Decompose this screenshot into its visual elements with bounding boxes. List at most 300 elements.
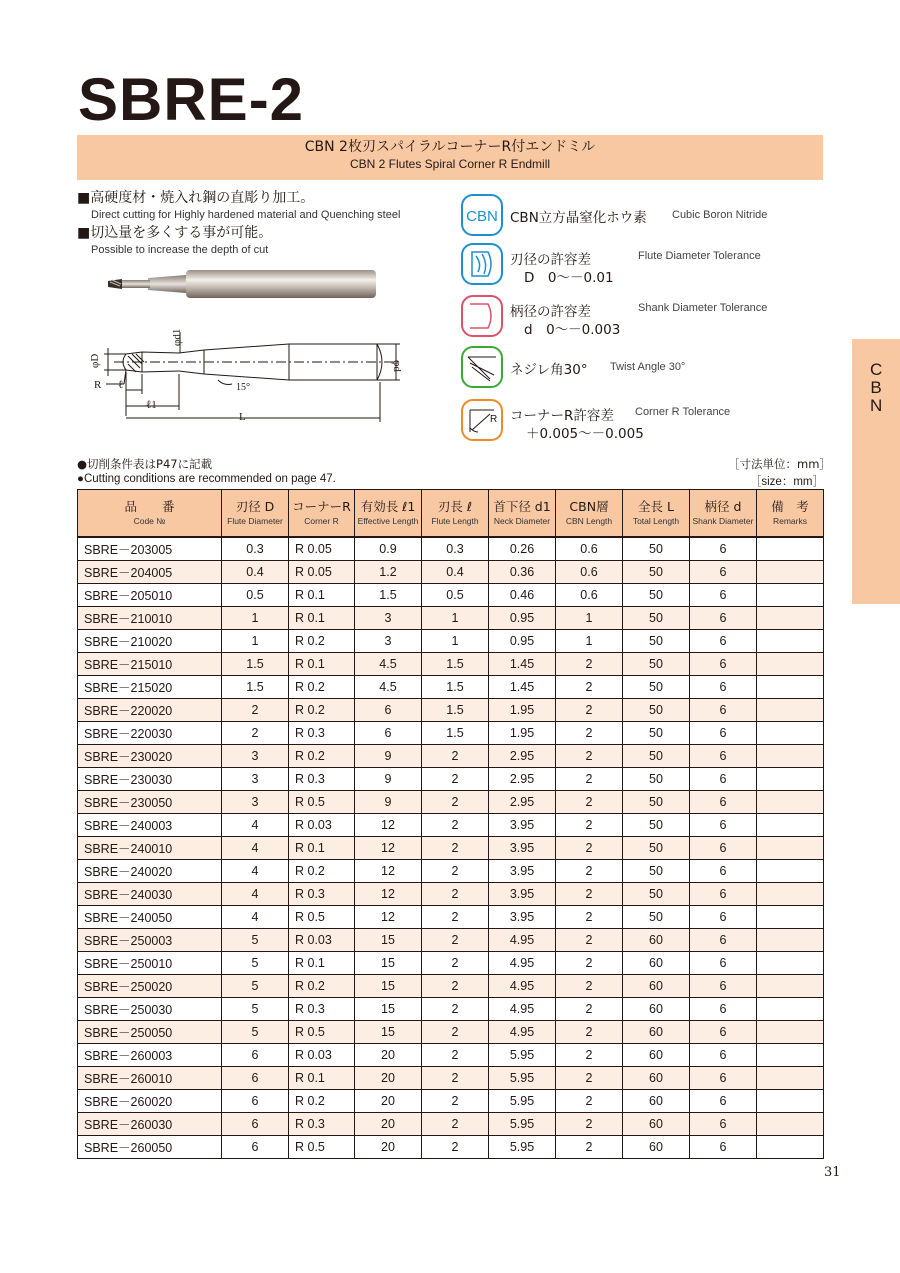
table-cell: 2: [556, 676, 623, 699]
table-cell: 5: [222, 975, 289, 998]
code-cell: SBRE－250030: [78, 998, 222, 1021]
column-header-9: [757, 490, 824, 538]
table-cell: 0.36: [489, 561, 556, 584]
feature-2-en: Possible to increase the depth of cut: [91, 244, 269, 256]
table-row: [78, 791, 824, 814]
table-cell: 2: [422, 1136, 489, 1159]
table-cell: 60: [623, 1067, 690, 1090]
table-cell: 0.3: [422, 537, 489, 561]
column-header-jp: 柄径 d: [704, 499, 742, 514]
table-cell: [757, 653, 824, 676]
feature-2-jp: ■切込量を多くする事が可能。: [77, 225, 273, 241]
table-cell: 15: [355, 975, 422, 998]
table-header-row: [78, 490, 824, 538]
table-cell: 6: [690, 676, 757, 699]
feature-1-en: Direct cutting for Highly hardened material and Quenching steel: [91, 209, 401, 221]
note-conditions-en: ●Cutting conditions are recommended on page 47.: [77, 473, 336, 485]
table-cell: [757, 1090, 824, 1113]
table-cell: 2: [422, 1021, 489, 1044]
table-cell: R 0.3: [289, 768, 355, 791]
table-cell: 0.46: [489, 584, 556, 607]
table-cell: 60: [623, 1021, 690, 1044]
table-cell: 50: [623, 814, 690, 837]
code-cell: SBRE－215010: [78, 653, 222, 676]
table-row: [78, 537, 824, 561]
code-cell: SBRE－260050: [78, 1136, 222, 1159]
table-cell: R 0.03: [289, 929, 355, 952]
table-cell: [757, 607, 824, 630]
column-header-jp: 品 番: [124, 499, 175, 514]
label-phi-D: φD: [89, 353, 101, 368]
table-cell: 1: [222, 607, 289, 630]
table-cell: 2: [422, 837, 489, 860]
table-cell: 4.5: [355, 676, 422, 699]
table-cell: 2: [422, 998, 489, 1021]
table-cell: 6: [690, 537, 757, 561]
table-row: [78, 929, 824, 952]
table-cell: 3: [222, 791, 289, 814]
table-cell: 1.5: [422, 653, 489, 676]
table-row: [78, 1090, 824, 1113]
table-cell: [757, 975, 824, 998]
code-cell: SBRE－260020: [78, 1090, 222, 1113]
table-cell: 4.95: [489, 998, 556, 1021]
table-cell: R 0.3: [289, 883, 355, 906]
table-cell: 1.5: [422, 676, 489, 699]
code-cell: SBRE－220020: [78, 699, 222, 722]
table-cell: [757, 814, 824, 837]
table-cell: 2: [556, 906, 623, 929]
legend-flute-value: D 0〜－0.01: [524, 270, 614, 286]
twist-angle-icon: [460, 345, 504, 389]
table-cell: 3: [355, 607, 422, 630]
table-cell: 6: [690, 630, 757, 653]
shank-diameter-icon: [460, 294, 504, 338]
table-cell: 2: [422, 1090, 489, 1113]
table-cell: 5: [222, 929, 289, 952]
table-row: [78, 837, 824, 860]
table-cell: R 0.03: [289, 814, 355, 837]
table-cell: 2: [556, 768, 623, 791]
table-cell: 1: [222, 630, 289, 653]
column-header-en: CBN Length: [565, 516, 613, 526]
table-cell: 1.5: [355, 584, 422, 607]
legend-corner-value: ＋0.005〜－0.005: [526, 426, 644, 442]
table-row: [78, 768, 824, 791]
table-cell: 2: [422, 952, 489, 975]
table-cell: 4.95: [489, 1021, 556, 1044]
table-cell: 2: [556, 1090, 623, 1113]
table-cell: [757, 998, 824, 1021]
table-cell: 2: [556, 929, 623, 952]
table-cell: 2: [556, 745, 623, 768]
table-cell: [757, 929, 824, 952]
code-cell: SBRE－230030: [78, 768, 222, 791]
table-cell: 1.2: [355, 561, 422, 584]
table-cell: 50: [623, 722, 690, 745]
table-cell: 4: [222, 837, 289, 860]
table-cell: 6: [690, 584, 757, 607]
table-cell: 20: [355, 1090, 422, 1113]
table-cell: [757, 676, 824, 699]
table-cell: 1.45: [489, 676, 556, 699]
technical-drawing: [84, 318, 424, 430]
table-row: [78, 998, 824, 1021]
table-cell: [757, 1067, 824, 1090]
table-cell: R 0.1: [289, 584, 355, 607]
column-header-jp: 刃長 ℓ: [437, 499, 473, 514]
neck-shape: [120, 280, 150, 288]
table-cell: 2: [556, 883, 623, 906]
table-cell: 4: [222, 883, 289, 906]
table-row: [78, 1136, 824, 1159]
table-cell: 1.5: [222, 653, 289, 676]
table-cell: 60: [623, 929, 690, 952]
table-row: [78, 722, 824, 745]
table-cell: R 0.1: [289, 837, 355, 860]
table-cell: 6: [222, 1090, 289, 1113]
table-cell: 0.6: [556, 561, 623, 584]
table-cell: 2.95: [489, 791, 556, 814]
flute-diameter-icon: [460, 242, 504, 286]
table-row: [78, 630, 824, 653]
table-cell: 6: [690, 952, 757, 975]
table-cell: 6: [690, 906, 757, 929]
legend-shank-jp: 柄径の許容差: [510, 304, 591, 320]
table-cell: 20: [355, 1067, 422, 1090]
code-cell: SBRE－260010: [78, 1067, 222, 1090]
table-cell: 0.4: [222, 561, 289, 584]
code-cell: SBRE－250020: [78, 975, 222, 998]
legend-flute-jp: 刃径の許容差: [510, 252, 591, 268]
table-cell: R 0.2: [289, 975, 355, 998]
table-cell: 1: [422, 607, 489, 630]
table-cell: 50: [623, 768, 690, 791]
column-header-en: Neck Diameter: [493, 516, 551, 526]
feature-1-jp: ■高硬度材・焼入れ鋼の直彫り加工。: [77, 190, 315, 206]
table-cell: 50: [623, 584, 690, 607]
table-cell: [757, 1044, 824, 1067]
column-header-jp: コーナーR: [292, 499, 351, 514]
legend-shank-en: Shank Diameter Tolerance: [638, 302, 768, 314]
label-ell1: ℓ1: [146, 399, 157, 411]
label-L: L: [239, 411, 246, 423]
table-cell: 50: [623, 630, 690, 653]
table-cell: 12: [355, 860, 422, 883]
code-cell: SBRE－240020: [78, 860, 222, 883]
table-cell: 50: [623, 676, 690, 699]
table-cell: 6: [690, 1136, 757, 1159]
table-cell: 2.95: [489, 768, 556, 791]
column-header-en: Code №: [133, 516, 166, 526]
table-cell: 15: [355, 952, 422, 975]
table-cell: 6: [690, 929, 757, 952]
table-cell: 2: [556, 860, 623, 883]
table-cell: 50: [623, 791, 690, 814]
column-header-7: [623, 490, 690, 538]
table-cell: [757, 837, 824, 860]
column-header-jp: 首下径 d1: [493, 499, 551, 514]
code-cell: SBRE－260030: [78, 1113, 222, 1136]
table-cell: 0.6: [556, 584, 623, 607]
table-cell: 12: [355, 883, 422, 906]
table-row: [78, 653, 824, 676]
table-cell: 1.45: [489, 653, 556, 676]
table-cell: 50: [623, 883, 690, 906]
column-header-en: Effective Length: [357, 516, 419, 526]
table-cell: 2: [422, 906, 489, 929]
table-cell: [757, 906, 824, 929]
table-cell: 50: [623, 745, 690, 768]
table-cell: 2: [556, 1044, 623, 1067]
label-R: R: [94, 379, 102, 391]
table-cell: R 0.1: [289, 1067, 355, 1090]
legend-flute-tolerance: [460, 242, 800, 288]
column-header-2: [289, 490, 355, 538]
table-cell: 2: [422, 745, 489, 768]
label-angle: 15°: [236, 382, 250, 393]
table-cell: R 0.05: [289, 561, 355, 584]
table-cell: 3: [222, 768, 289, 791]
table-cell: 15: [355, 998, 422, 1021]
table-cell: 4: [222, 906, 289, 929]
table-cell: 0.5: [222, 584, 289, 607]
table-cell: R 0.2: [289, 1090, 355, 1113]
unit-label-jp: ［寸法単位：mm］: [728, 457, 831, 471]
table-cell: 2: [422, 814, 489, 837]
table-cell: 6: [355, 699, 422, 722]
table-cell: [757, 1113, 824, 1136]
table-cell: [757, 630, 824, 653]
table-cell: [757, 584, 824, 607]
table-cell: 50: [623, 837, 690, 860]
table-cell: 0.6: [556, 537, 623, 561]
code-cell: SBRE－210020: [78, 630, 222, 653]
table-row: [78, 952, 824, 975]
legend-corner-r-tolerance: [460, 398, 800, 444]
table-cell: 4.95: [489, 929, 556, 952]
table-cell: 50: [623, 906, 690, 929]
table-cell: 2: [422, 1067, 489, 1090]
table-cell: 5: [222, 952, 289, 975]
table-cell: 20: [355, 1044, 422, 1067]
column-header-en: Flute Diameter: [227, 516, 283, 526]
table-cell: 0.5: [422, 584, 489, 607]
table-cell: 50: [623, 699, 690, 722]
table-cell: 50: [623, 653, 690, 676]
table-cell: 5: [222, 1021, 289, 1044]
column-header-3: [355, 490, 422, 538]
feature-list: [77, 189, 400, 257]
table-cell: 2: [556, 1067, 623, 1090]
code-cell: SBRE－240010: [78, 837, 222, 860]
table-cell: R 0.5: [289, 791, 355, 814]
table-cell: 9: [355, 791, 422, 814]
table-row: [78, 1021, 824, 1044]
table-cell: 5.95: [489, 1044, 556, 1067]
table-row: [78, 584, 824, 607]
table-cell: 6: [690, 860, 757, 883]
table-cell: 50: [623, 561, 690, 584]
table-cell: 6: [690, 561, 757, 584]
table-cell: R 0.1: [289, 607, 355, 630]
table-cell: 5.95: [489, 1136, 556, 1159]
table-cell: 6: [690, 1021, 757, 1044]
table-cell: 50: [623, 607, 690, 630]
column-header-4: [422, 490, 489, 538]
table-cell: 2: [556, 791, 623, 814]
table-cell: 2: [222, 722, 289, 745]
table-cell: 6: [355, 722, 422, 745]
table-cell: 12: [355, 906, 422, 929]
table-cell: 6: [690, 883, 757, 906]
table-cell: 12: [355, 837, 422, 860]
table-cell: 3: [222, 745, 289, 768]
table-cell: 6: [690, 1090, 757, 1113]
side-tab-cbn: [852, 339, 900, 604]
table-row: [78, 607, 824, 630]
table-cell: 3.95: [489, 860, 556, 883]
table-cell: 5: [222, 998, 289, 1021]
table-cell: 6: [222, 1044, 289, 1067]
table-cell: 1: [556, 607, 623, 630]
table-cell: 60: [623, 975, 690, 998]
table-cell: 3.95: [489, 814, 556, 837]
table-row: [78, 676, 824, 699]
code-cell: SBRE－210010: [78, 607, 222, 630]
table-cell: 6: [690, 653, 757, 676]
table-cell: 6: [690, 975, 757, 998]
table-cell: 5.95: [489, 1113, 556, 1136]
table-cell: 2: [422, 1113, 489, 1136]
table-cell: [757, 952, 824, 975]
table-cell: 0.95: [489, 630, 556, 653]
table-cell: 60: [623, 952, 690, 975]
table-cell: 6: [690, 814, 757, 837]
column-header-jp: 刃径 D: [235, 499, 275, 514]
table-cell: 60: [623, 1044, 690, 1067]
table-cell: 4: [222, 814, 289, 837]
table-cell: R 0.3: [289, 722, 355, 745]
table-cell: 1.95: [489, 722, 556, 745]
table-row: [78, 906, 824, 929]
table-cell: 4.95: [489, 952, 556, 975]
table-cell: R 0.5: [289, 906, 355, 929]
table-cell: 6: [690, 1113, 757, 1136]
corner-r-icon: [460, 398, 504, 442]
table-cell: 2: [422, 768, 489, 791]
table-cell: R 0.2: [289, 860, 355, 883]
table-cell: 60: [623, 1136, 690, 1159]
table-cell: 2: [556, 1136, 623, 1159]
table-cell: R 0.2: [289, 630, 355, 653]
page-title: SBRE-2: [78, 66, 305, 133]
code-cell: SBRE－250010: [78, 952, 222, 975]
dim-angle-arc: [218, 380, 232, 385]
table-cell: 60: [623, 1090, 690, 1113]
legend-twist-en: Twist Angle 30°: [610, 361, 686, 373]
column-header-en: Flute Length: [431, 516, 479, 526]
table-cell: [757, 860, 824, 883]
legend-cbn: [460, 193, 800, 239]
table-cell: 5.95: [489, 1090, 556, 1113]
table-cell: [757, 1021, 824, 1044]
table-cell: 6: [690, 1067, 757, 1090]
table-cell: 3.95: [489, 906, 556, 929]
code-cell: SBRE－240050: [78, 906, 222, 929]
legend-cbn-jp: CBN立方晶窒化ホウ素: [510, 210, 647, 226]
code-cell: SBRE－204005: [78, 561, 222, 584]
code-cell: SBRE－203005: [78, 537, 222, 561]
code-cell: SBRE－205010: [78, 584, 222, 607]
shank-shape: [186, 270, 376, 298]
code-cell: SBRE－220030: [78, 722, 222, 745]
table-cell: 2: [422, 975, 489, 998]
table-cell: R 0.1: [289, 653, 355, 676]
table-cell: 20: [355, 1136, 422, 1159]
table-cell: 5.95: [489, 1067, 556, 1090]
legend-shank-tolerance: [460, 294, 800, 340]
code-cell: SBRE－230020: [78, 745, 222, 768]
table-cell: 6: [690, 745, 757, 768]
code-cell: SBRE－240030: [78, 883, 222, 906]
table-cell: 2: [556, 837, 623, 860]
column-header-8: [690, 490, 757, 538]
table-cell: R 0.5: [289, 1021, 355, 1044]
cbn-icon: [460, 193, 504, 237]
label-phi-d: φd: [391, 360, 403, 372]
table-cell: R 0.05: [289, 537, 355, 561]
table-cell: 6: [690, 768, 757, 791]
table-cell: 2: [556, 699, 623, 722]
table-cell: [757, 768, 824, 791]
table-cell: 2: [556, 952, 623, 975]
legend-twist-jp: ネジレ角30°: [510, 362, 588, 378]
column-header-1: [222, 490, 289, 538]
label-phi-d1: φd1: [171, 328, 183, 346]
code-cell: SBRE－215020: [78, 676, 222, 699]
table-cell: 2: [556, 653, 623, 676]
table-cell: 0.3: [222, 537, 289, 561]
table-cell: [757, 537, 824, 561]
table-cell: 6: [222, 1067, 289, 1090]
table-cell: 4: [222, 860, 289, 883]
table-cell: 15: [355, 929, 422, 952]
table-cell: 3.95: [489, 883, 556, 906]
table-row: [78, 1113, 824, 1136]
table-row: [78, 814, 824, 837]
table-cell: 0.4: [422, 561, 489, 584]
table-row: [78, 883, 824, 906]
table-cell: [757, 699, 824, 722]
table-cell: 9: [355, 768, 422, 791]
table-row: [78, 860, 824, 883]
table-cell: R 0.2: [289, 745, 355, 768]
table-cell: [757, 883, 824, 906]
table-cell: 4.95: [489, 975, 556, 998]
legend-shank-value: d 0〜－0.003: [524, 322, 621, 338]
table-cell: 0.9: [355, 537, 422, 561]
legend-flute-en: Flute Diameter Tolerance: [638, 250, 761, 262]
table-cell: 0.26: [489, 537, 556, 561]
endmill-photo: [100, 266, 380, 302]
code-cell: SBRE－250003: [78, 929, 222, 952]
table-body: [78, 537, 824, 1159]
table-cell: 60: [623, 998, 690, 1021]
table-cell: R 0.2: [289, 676, 355, 699]
table-cell: 2: [422, 1044, 489, 1067]
table-cell: 60: [623, 1113, 690, 1136]
